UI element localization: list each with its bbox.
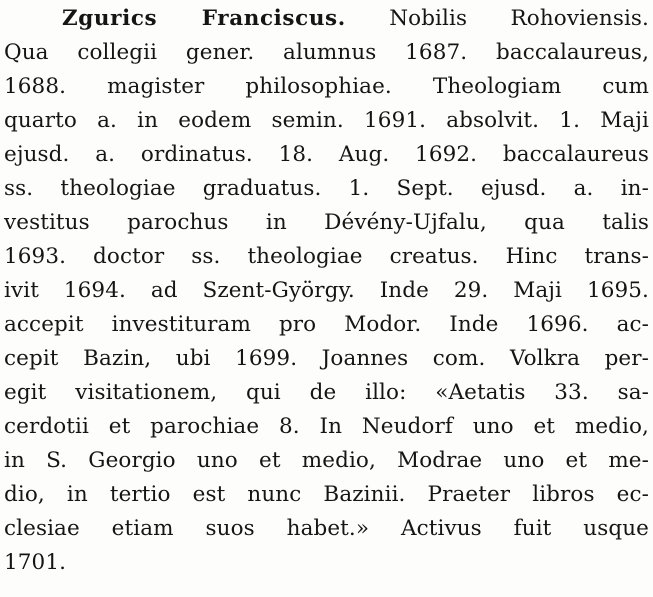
text-line-9: ivit 1694. ad Szent-György. Inde 29. Maji 1695. bbox=[4, 278, 649, 303]
text-line-12: egit visitationem, qui de illo: «Aetatis 33. sa- bbox=[4, 380, 649, 405]
text-line-17: 1701. bbox=[4, 550, 67, 575]
text-line-4: quarto a. in eodem semin. 1691. absolvit. 1. Maji bbox=[4, 108, 649, 133]
text-line-6: ss. theologiae graduatus. 1. Sept. ejusd. a. in- bbox=[4, 176, 649, 201]
text-line-1 bbox=[4, 2, 649, 36]
text-line-8: 1693. doctor ss. theologiae creatus. Hinc trans- bbox=[4, 244, 649, 269]
entry-heading: Zgurics Franciscus. bbox=[62, 6, 346, 31]
text-line-16: clesiae etiam suos habet.» Activus fuit usque bbox=[4, 516, 649, 541]
text-line-1-rest: Nobilis Rohoviensis. bbox=[389, 6, 649, 31]
text-line-7: vestitus parochus in Dévény-Ujfalu, qua talis bbox=[4, 210, 649, 235]
text-line-3: 1688. magister philosophiae. Theologiam cum bbox=[4, 74, 649, 99]
text-line-14: in S. Georgio uno et medio, Modrae uno et me- bbox=[4, 448, 649, 473]
text-line-11: cepit Bazin, ubi 1699. Joannes com. Volkra per- bbox=[4, 346, 649, 371]
text-line-15: dio, in tertio est nunc Bazinii. Praeter libros ec- bbox=[4, 482, 649, 507]
text-line-13: cerdotii et parochiae 8. In Neudorf uno et medio, bbox=[4, 414, 649, 439]
text-line-10: accepit investituram pro Modor. Inde 1696. ac- bbox=[4, 312, 649, 337]
text-line-2: Qua collegii gener. alumnus 1687. baccalaureus, bbox=[4, 40, 649, 65]
text-line-5: ejusd. a. ordinatus. 18. Aug. 1692. baccalaureus bbox=[4, 142, 649, 167]
